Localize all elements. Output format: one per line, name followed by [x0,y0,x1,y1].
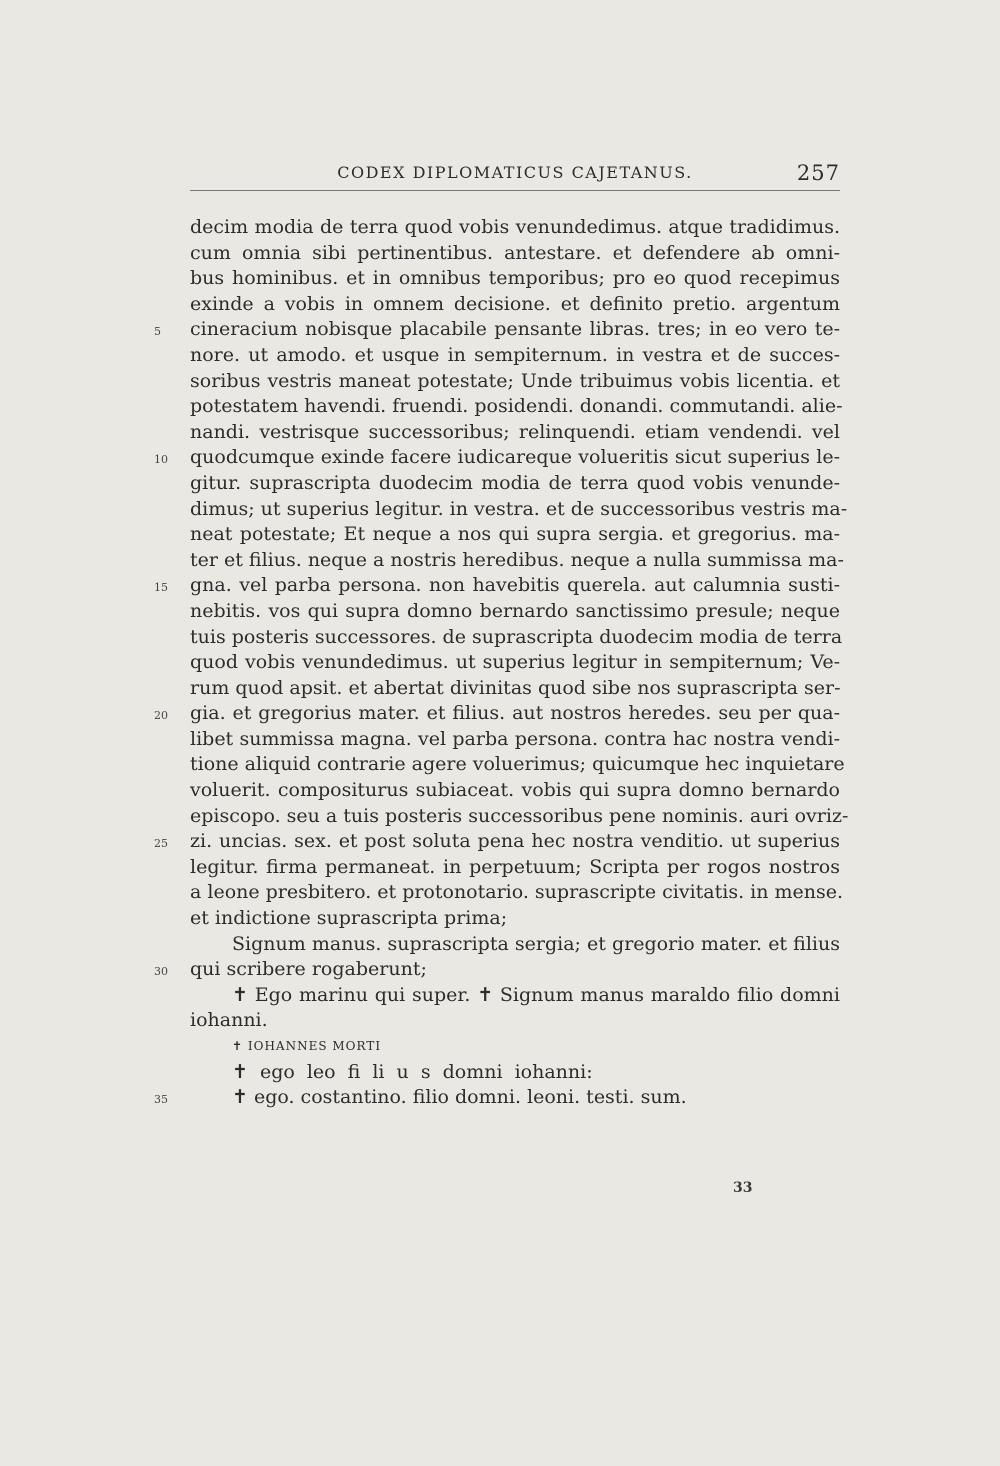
running-title: CODEX DIPLOMATICUS CAJETANUS. [337,163,693,182]
line-number: 10 [154,453,168,467]
text-line: neat potestate; Et neque a nos qui supra sergia. et gregorius. ma- [190,523,840,546]
text-line: nore. ut amodo. et usque in sempiternum. in vestra et de succes- [190,343,840,366]
text-line: dimus; ut superius legitur. in vestra. et de successoribus vestris ma- [190,497,848,520]
line-number: 20 [154,709,168,723]
page-header [190,161,840,187]
text-line: decim modia de terra quod vobis venundedimus. atque tradidimus. [190,216,840,238]
text-line: gitur. suprascripta duodecim modia de terra quod vobis venunde- [190,471,840,494]
text-line: a leone presbitero. et protonotario. suprascripte civitatis. in mense. [190,881,844,904]
text-line: soribus vestris maneat potestate; Unde tribuimus vobis licentia. et [190,369,840,392]
text-line: bus hominibus. et in omnibus temporibus; pro eo quod recepimus [190,267,840,290]
line-number: 25 [154,837,168,851]
text-line [154,573,840,599]
line-text: gia. et gregorius mater. et filius. aut nostros heredes. seu per qua- [190,702,840,725]
text-line: potestatem havendi. fruendi. posidendi. donandi. commutandi. alie- [190,395,843,418]
text-line: nandi. vestrisque successoribus; relinquendi. etiam vendendi. vel [190,420,840,443]
line-number: 5 [154,325,161,339]
text-line [154,957,840,983]
line-text: zi. uncias. sex. et post soluta pena hec nostra venditio. ut superius [190,830,840,853]
text-line: iohanni. [190,1009,268,1032]
signature-line [154,1085,840,1111]
text-line: legitur. firma permaneat. in perpetuum; Scripta per rogos nostros [190,855,840,878]
line-text: quodcumque exinde facere iudicareque volueritis sicut superius le- [190,446,840,469]
text-line [154,445,840,471]
text-line: ter et filius. neque a nostris heredibus. neque a nulla summissa ma- [190,548,844,571]
line-text: cineracium nobisque placabile pensante libras. tres; in eo vero te- [190,318,840,341]
text-line [154,701,840,727]
text-line: libet summissa magna. vel parba persona. contra hac nostra vendi- [190,727,840,750]
signature-mark: 33 [733,1180,753,1196]
signature-line: ✝ IOHANNES MORTI [232,1039,382,1053]
page-number: 257 [796,161,840,185]
text-line: ✝ Ego marinu qui super. ✝ Signum manus maraldo filio domni [232,983,840,1006]
text-line: tione aliquid contrarie agere voluerimus; quicumque hec inquietare [190,753,845,776]
text-line: Signum manus. suprascripta sergia; et gregorio mater. et filius [232,932,840,955]
header-rule [190,190,840,191]
line-text: ✝ ego. costantino. filio domni. leoni. testi. sum. [232,1086,687,1109]
line-text: gna. vel parba persona. non havebitis querela. aut calumnia susti- [190,574,840,597]
text-line: cum omnia sibi pertinentibus. antestare. et defendere ab omni- [190,241,840,264]
text-line: et indictione suprascripta prima; [190,907,508,930]
line-number: 35 [154,1093,168,1107]
text-line: nebitis. vos qui supra domno bernardo sanctissimo presule; neque [190,599,840,622]
document-text [154,215,849,1111]
text-line: voluerit. compositurus subiaceat. vobis qui supra domno bernardo [190,779,840,802]
signature-line: ✝ ego leo fi li u s domni iohanni: [232,1060,593,1083]
line-number: 30 [154,965,168,979]
line-text: qui scribere rogaberunt; [190,958,427,981]
text-line: rum quod apsit. et abertat divinitas quod sibe nos suprascripta ser- [190,676,841,699]
text-line [154,317,840,343]
text-line: episcopo. seu a tuis posteris successoribus pene nominis. auri ovriz- [190,804,849,827]
text-line [154,829,840,855]
line-number: 15 [154,581,168,595]
text-line: quod vobis venundedimus. ut superius legitur in sempiternum; Ve- [190,651,840,674]
text-line: tuis posteris successores. de suprascripta duodecim modia de terra [190,625,843,648]
text-line: exinde a vobis in omnem decisione. et definito pretio. argentum [190,292,840,315]
